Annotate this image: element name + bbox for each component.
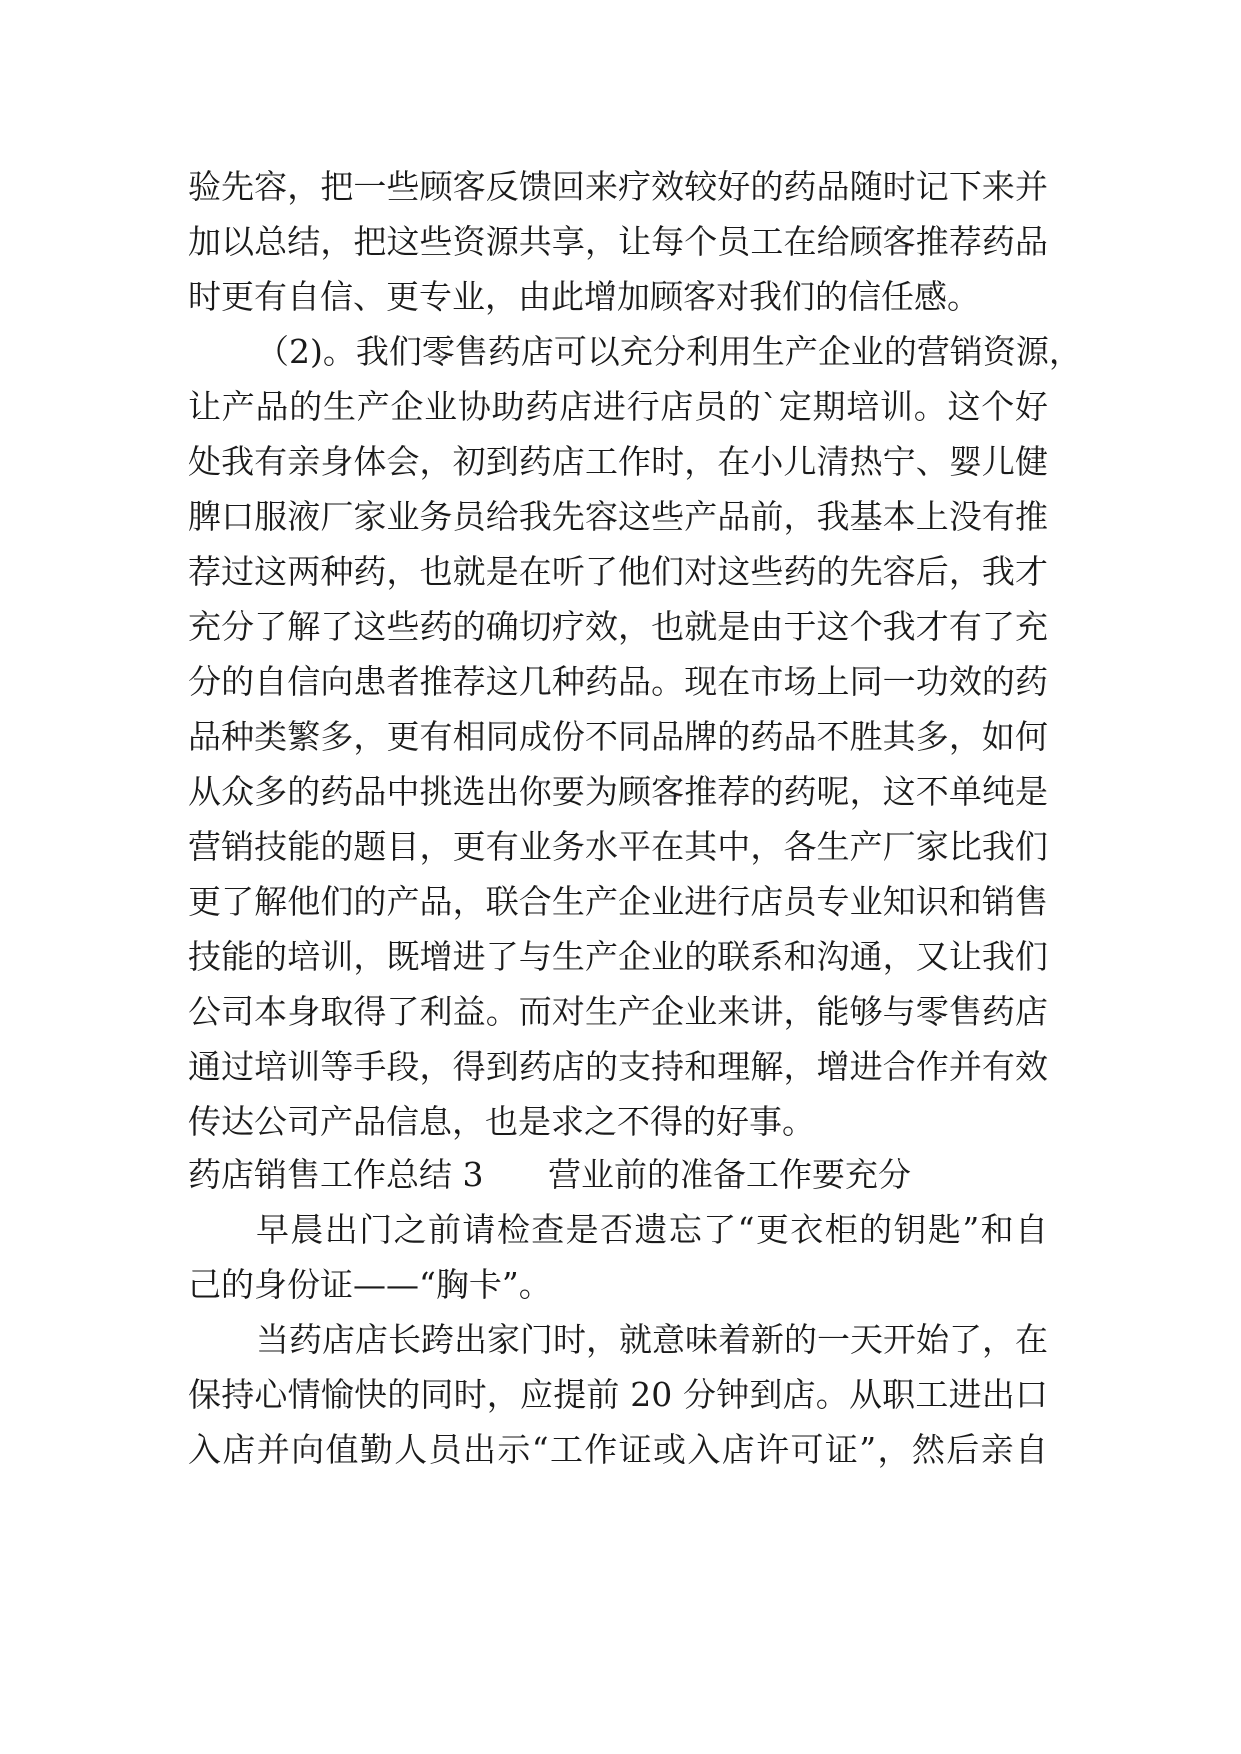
text-line: 充分了解了这些药的确切疗效，也就是由于这个我才有了充 xyxy=(188,607,1048,646)
text-line: 公司本身取得了利益。而对生产企业来讲，能够与零售药店 xyxy=(188,992,1048,1031)
text-line: 品种类繁多，更有相同成份不同品牌的药品不胜其多，如何 xyxy=(188,717,1048,756)
text-line: 营销技能的题目，更有业务水平在其中，各生产厂家比我们 xyxy=(188,827,1048,866)
text-line: 早晨出门之前请检查是否遗忘了“更衣柜的钥匙”和自 xyxy=(256,1210,1048,1249)
text-line: 从众多的药品中挑选出你要为顾客推荐的药呢，这不单纯是 xyxy=(188,772,1048,811)
section-subtitle: 营业前的准备工作要充分 xyxy=(548,1155,911,1194)
text-line: 验先容，把一些顾客反馈回来疗效较好的药品随时记下来并 xyxy=(188,167,1048,206)
text-line: （2)。我们零售药店可以充分利用生产企业的营销资源， xyxy=(256,332,1082,371)
text-line: 荐过这两种药，也就是在听了他们对这些药的先容后，我才 xyxy=(188,552,1048,591)
text-line: 通过培训等手段，得到药店的支持和理解，增进合作并有效 xyxy=(188,1047,1048,1086)
text-line: 传达公司产品信息，也是求之不得的好事。 xyxy=(188,1102,815,1141)
section-title: 药店销售工作总结 3 xyxy=(188,1155,484,1194)
text-line: 技能的培训，既增进了与生产企业的联系和沟通，又让我们 xyxy=(188,937,1048,976)
text-line: 更了解他们的产品，联合生产企业进行店员专业知识和销售 xyxy=(188,882,1048,921)
text-line: 处我有亲身体会，初到药店工作时，在小儿清热宁、婴儿健 xyxy=(188,442,1048,481)
text-line: 入店并向值勤人员出示“工作证或入店许可证”，然后亲自 xyxy=(188,1430,1048,1469)
text-line: 己的身份证——“胸卡”。 xyxy=(188,1265,552,1304)
text-line: 当药店店长跨出家门时，就意味着新的一天开始了，在 xyxy=(256,1320,1048,1359)
text-line: 加以总结，把这些资源共享，让每个员工在给顾客推荐药品 xyxy=(188,222,1048,261)
text-line: 分的自信向患者推荐这几种药品。现在市场上同一功效的药 xyxy=(188,662,1048,701)
text-line: 时更有自信、更专业，由此增加顾客对我们的信任感。 xyxy=(188,277,980,316)
text-line: 保持心情愉快的同时，应提前 20 分钟到店。从职工进出口 xyxy=(188,1375,1048,1414)
text-line: 让产品的生产企业协助药店进行店员的`定期培训。这个好 xyxy=(188,387,1048,426)
text-line: 脾口服液厂家业务员给我先容这些产品前，我基本上没有推 xyxy=(188,497,1048,536)
